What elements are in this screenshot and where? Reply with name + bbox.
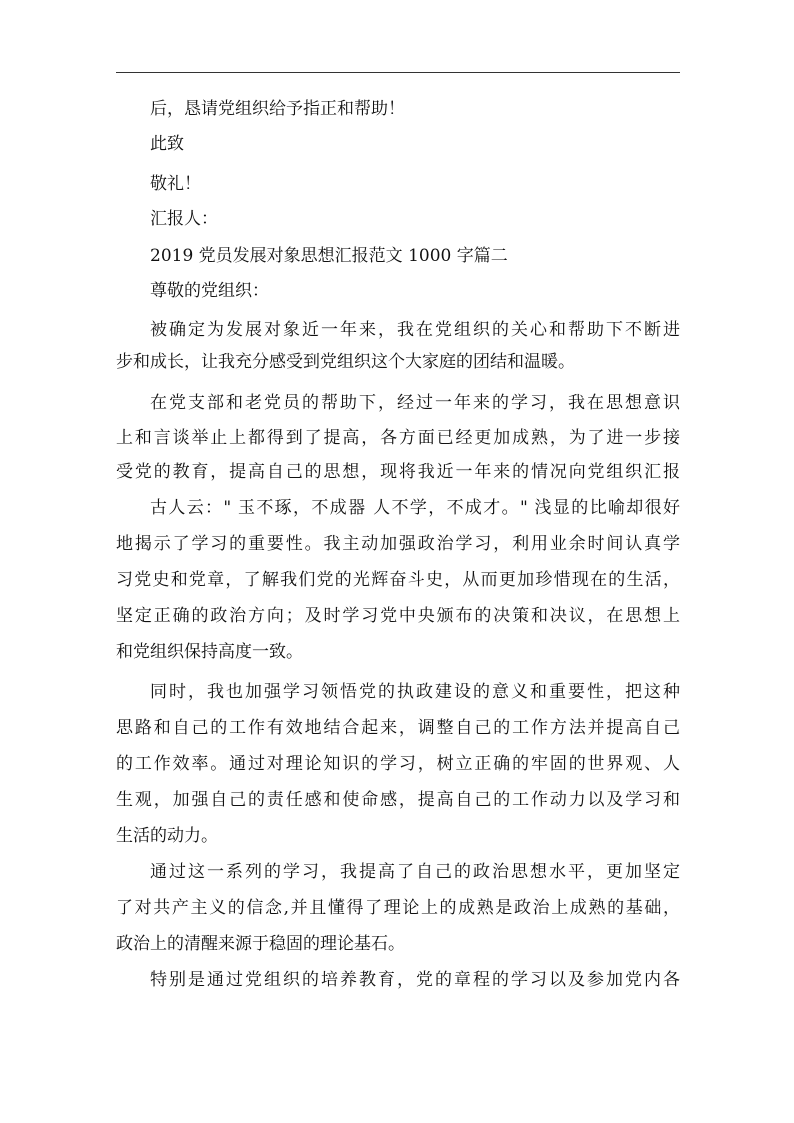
text-line: 步和成长，让我充分感受到党组织这个大家庭的团结和温暖。 bbox=[116, 352, 575, 372]
text-line: 习党史和党章，了解我们党的光辉奋斗史，从而更加珍惜现在的生活， bbox=[116, 570, 680, 590]
text-line: 后，恳请党组织给予指正和帮助！ bbox=[150, 99, 405, 119]
section-title: 2019 党员发展对象思想汇报范文 1000 字篇二 bbox=[150, 246, 508, 266]
text-line: 了对共产主义的信念,并且懂得了理论上的成熟是政治上成熟的基础， bbox=[116, 898, 680, 918]
text-line: 此致 bbox=[150, 134, 184, 154]
text-line: 受党的教育，提高自己的思想，现将我近一年来的情况向党组织汇报 bbox=[116, 462, 680, 482]
text-line: 政治上的清醒来源于稳固的理论基石。 bbox=[116, 934, 405, 954]
salutation: 尊敬的党组织： bbox=[150, 281, 269, 301]
text-line: 通过这一系列的学习，我提高了自己的政治思想水平，更加坚定 bbox=[150, 862, 680, 882]
text-line: 和党组织保持高度一致。 bbox=[116, 642, 303, 662]
text-line: 在党支部和老党员的帮助下，经过一年来的学习，我在思想意识 bbox=[150, 393, 680, 413]
text-line: 同时，我也加强学习领悟党的执政建设的意义和重要性，把这种 bbox=[150, 682, 680, 702]
text-line: 生观，加强自己的责任感和使命感，提高自己的工作动力以及学习和 bbox=[116, 790, 680, 810]
text-line: 地揭示了学习的重要性。我主动加强政治学习，利用业余时间认真学 bbox=[116, 534, 680, 554]
text-line: 被确定为发展对象近一年来，我在党组织的关心和帮助下不断进 bbox=[150, 320, 680, 340]
text-line: 上和言谈举止上都得到了提高，各方面已经更加成熟，为了进一步接 bbox=[116, 428, 680, 448]
header-rule bbox=[116, 72, 680, 73]
text-line: 生活的动力。 bbox=[116, 826, 218, 846]
text-line: 汇报人： bbox=[150, 209, 218, 229]
text-line: 古人云：" 玉不琢，不成器 人不学，不成才。" 浅显的比喻却很好 bbox=[150, 498, 680, 518]
text-line: 特别是通过党组织的培养教育，党的章程的学习以及参加党内各 bbox=[150, 970, 680, 990]
text-line: 思路和自己的工作有效地结合起来，调整自己的工作方法并提高自己 bbox=[116, 718, 680, 738]
text-line: 坚定正确的政治方向；及时学习党中央颁布的决策和决议，在思想上 bbox=[116, 606, 680, 626]
text-line: 敬礼！ bbox=[150, 174, 201, 194]
text-line: 的工作效率。通过对理论知识的学习，树立正确的牢固的世界观、人 bbox=[116, 754, 680, 774]
